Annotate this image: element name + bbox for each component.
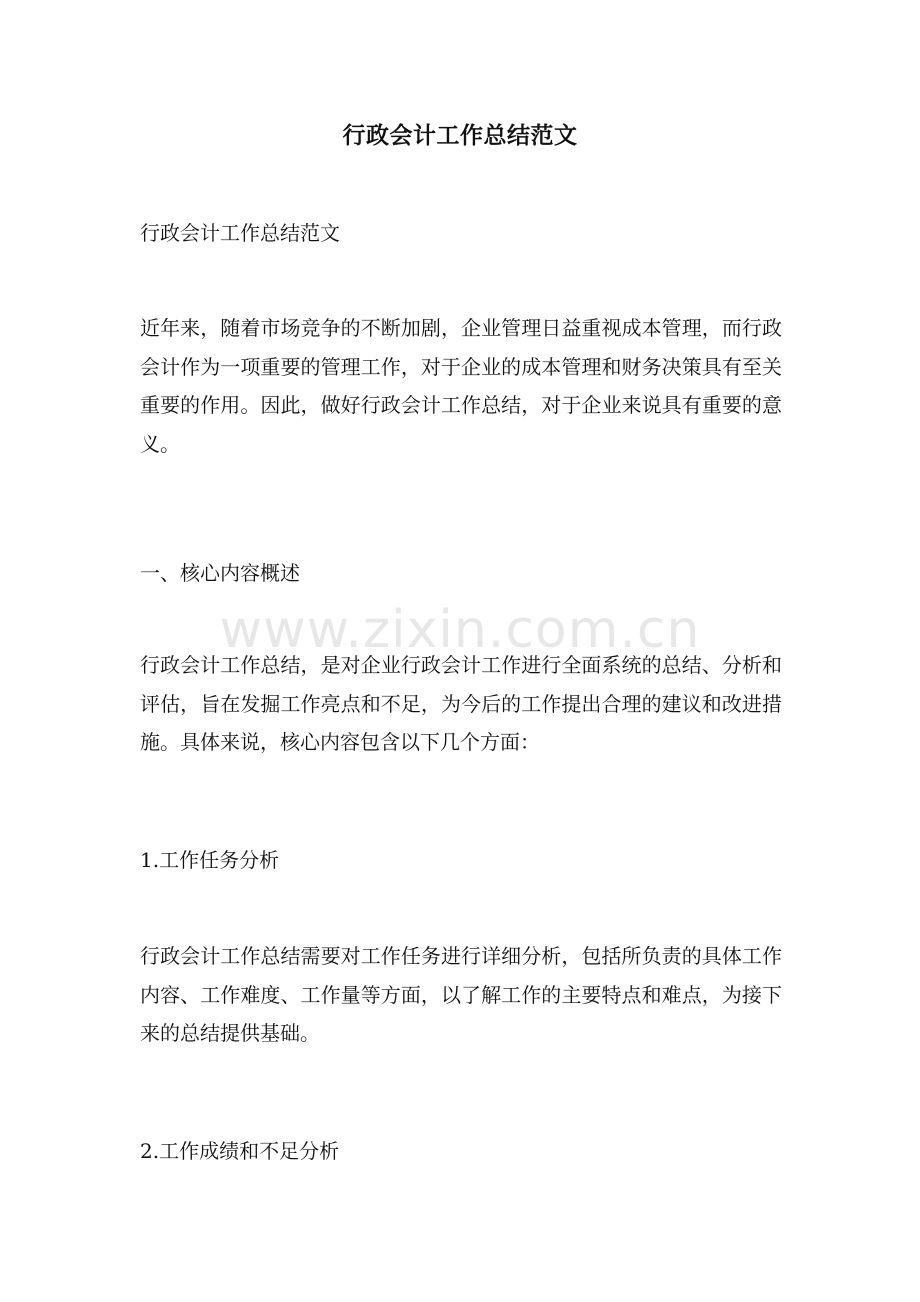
section-1-heading: 一、核心内容概述: [140, 561, 300, 585]
item-1-heading: 1.工作任务分析: [140, 848, 280, 872]
intro-paragraph: 近年来，随着市场竞争的不断加剧，企业管理日益重视成本管理，而行政会计作为一项重要的管理工作，对于企业的成本管理和财务决策具有至关重要的作用。因此，做好行政会计工作总结，对于企业来说具有重要的意义。: [140, 316, 782, 456]
item-1-paragraph: 行政会计工作总结需要对工作任务进行详细分析，包括所负责的具体工作内容、工作难度、工作量等方面，以了解工作的主要特点和难点，为接下来的总结提供基础。: [140, 944, 782, 1045]
document-title: 行政会计工作总结范文: [342, 122, 578, 149]
section-1-paragraph: 行政会计工作总结，是对企业行政会计工作进行全面系统的总结、分析和评估，旨在发掘工作亮点和不足，为今后的工作提出合理的建议和改进措施。具体来说，核心内容包含以下几个方面：: [140, 653, 782, 754]
watermark: www.zixin.com.cn: [219, 600, 701, 660]
item-2-heading: 2.工作成绩和不足分析: [140, 1139, 340, 1163]
document-subtitle: 行政会计工作总结范文: [140, 221, 340, 245]
